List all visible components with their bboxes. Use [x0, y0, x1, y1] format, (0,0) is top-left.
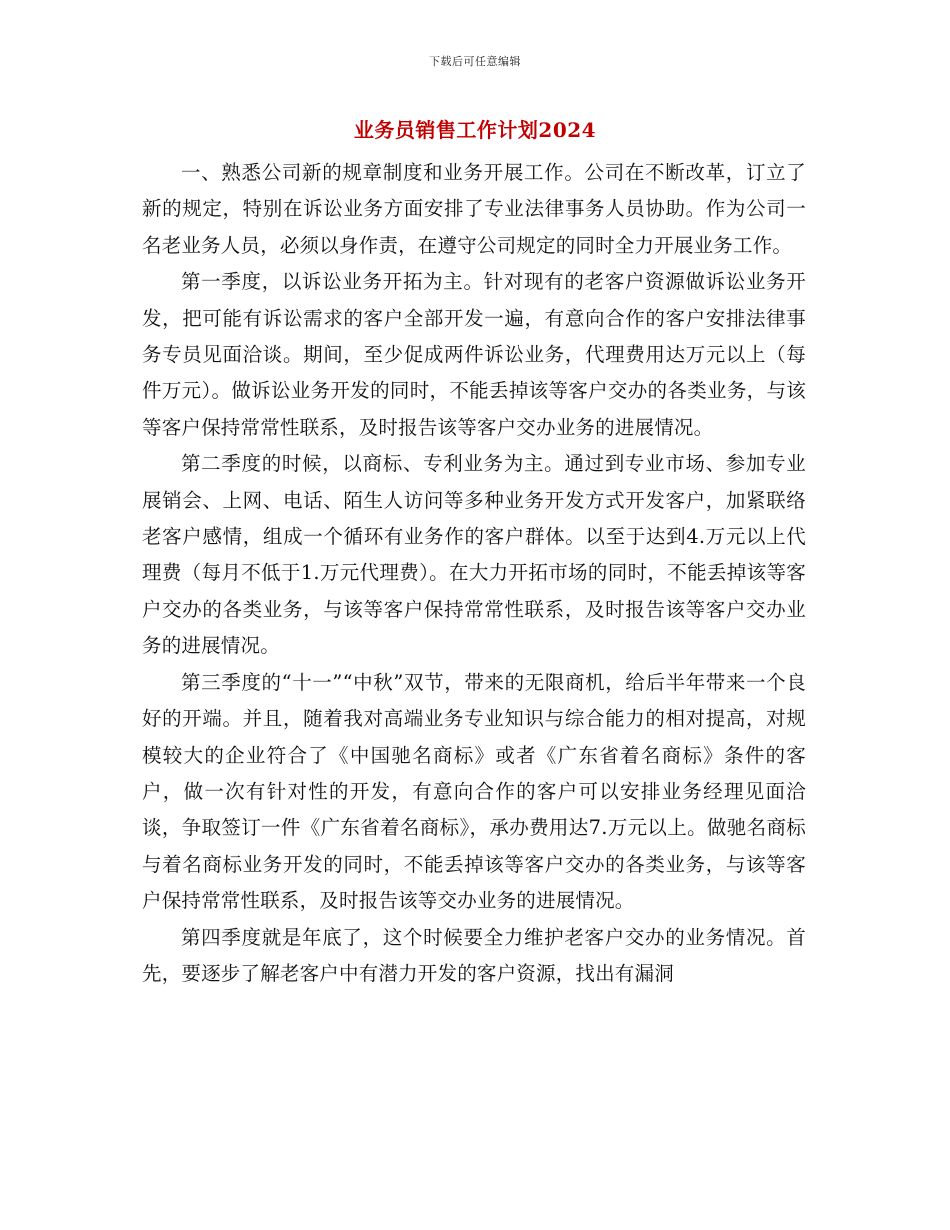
paragraph-intro: 一、熟悉公司新的规章制度和业务开展工作。公司在不断改革，订立了新的规定，特别在诉讼业务方面安排了专业法律事务人员协助。作为公司一名老业务人员，必须以身作责，在遵守公司规定的同时全力开展业务工作。: [142, 161, 806, 257]
page-header-note: 下载后可任意编辑: [429, 55, 521, 68]
paragraph-q3: 第三季度的“十一”“中秋”双节，带来的无限商机，给后半年带来一个良好的开端。并且，随着我对高端业务专业知识与综合能力的相对提高，对规模较大的企业符合了《中国驰名商标》或者《广东省着名商标》条件的客户，做一次有针对性的开发，有意向合作的客户可以安排业务经理见面洽谈，争取签订一件《广东省着名商标》，承办费用达7.万元以上。做驰名商标与着名商标业务开发的同时，不能丢掉该等客户交办的各类业务，与该等客户保持常常性联系，及时报告该等交办业务的进展情况。: [142, 670, 806, 913]
document-title: 业务员销售工作计划2024: [353, 118, 597, 142]
document-body: [142, 155, 806, 992]
paragraph-q2: 第二季度的时候，以商标、专利业务为主。通过到专业市场、参加专业展销会、上网、电话、陌生人访问等多种业务开发方式开发客户，加紧联络老客户感情，组成一个循环有业务作的客户群体。以至于达到4.万元以上代理费（每月不低于1.万元代理费）。在大力开拓市场的同时，不能丢掉该等客户交办的各类业务，与该等客户保持常常性联系，及时报告该等客户交办业务的进展情况。: [142, 452, 806, 658]
paragraph-q1: 第一季度，以诉讼业务开拓为主。针对现有的老客户资源做诉讼业务开发，把可能有诉讼需求的客户全部开发一遍，有意向合作的客户安排法律事务专员见面洽谈。期间，至少促成两件诉讼业务，代理费用达万元以上（每件万元）。做诉讼业务开发的同时，不能丢掉该等客户交办的各类业务，与该等客户保持常常性联系，及时报告该等客户交办业务的进展情况。: [142, 270, 806, 439]
paragraph-q4: 第四季度就是年底了，这个时候要全力维护老客户交办的业务情况。首先，要逐步了解老客户中有潜力开发的客户资源，找出有漏洞: [142, 925, 806, 985]
